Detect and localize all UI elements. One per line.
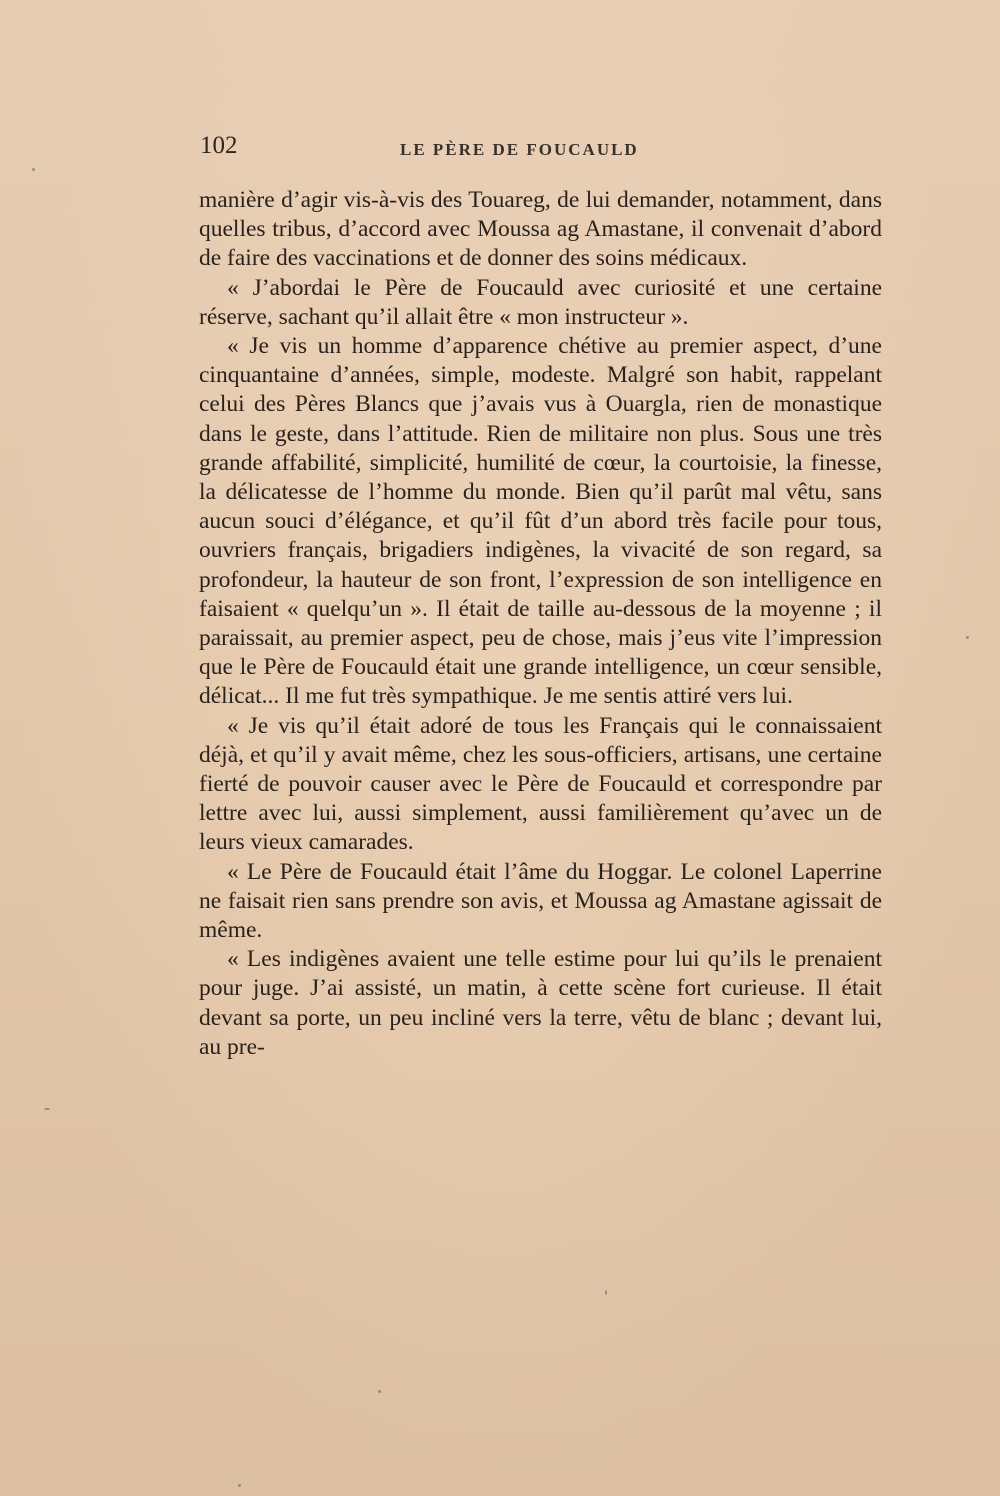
paragraph: « J’abordai le Père de Foucauld avec curiosité et une certaine réserve, sachant qu’il allait être « mon instructeur ». — [199, 274, 882, 330]
body-text — [199, 186, 882, 1062]
paper-speck — [44, 1108, 50, 1110]
paragraph: « Je vis un homme d’apparence chétive au premier aspect, d’une cinquantaine d’années, simple, modeste. Malgré son habit, rappelant celui des Pères Blancs que j’avais vus à Ouargla, rien de monastique dans le geste, dans l’attitude. Rien de militaire non plus. Sous une très grande affabilité, simplicité, humilité de cœur, la courtoisie, la finesse, la délicatesse de l’homme du monde. Bien qu’il parût mal vêtu, sans aucun souci d’élégance, et qu’il fût d’un abord très facile pour tous, ouvriers français, brigadiers indigènes, la vivacité de son regard, sa profondeur, la hauteur de son front, l’expression de son intelligence en faisaient « quelqu’un ». Il était de taille au-dessous de la moyenne ; il paraissait, au premier aspect, peu de chose, mais j’eus vite l’impression que le Père de Foucauld était une grande intelligence, un cœur sensible, délicat... Il me fut très sympathique. Je me sentis attiré vers lui. — [199, 333, 882, 710]
paragraph: manière d’agir vis-à-vis des Touareg, de lui demander, notamment, dans quelles tribus, d’accord avec Moussa ag Amastane, il convenait d’abord de faire des vaccinations et de donner des soins médicaux. — [199, 187, 882, 272]
running-head — [200, 132, 900, 172]
paper-speck — [32, 168, 35, 171]
paragraph: « Les indigènes avaient une telle estime pour lui qu’ils le prenaient pour juge. J’ai assisté, un matin, à cette scène fort curieuse. Il était devant sa porte, un peu incliné vers la terre, vêtu de blanc ; devant lui, au pre- — [199, 946, 882, 1060]
page-number: 102 — [200, 132, 238, 159]
paper-speck — [238, 1484, 241, 1487]
running-title: LE PÈRE DE FOUCAULD — [400, 140, 639, 159]
paragraph: « Je vis qu’il était adoré de tous les Français qui le connaissaient déjà, et qu’il y avait même, chez les sous-officiers, artisans, une certaine fierté de pouvoir causer avec le Père de Foucauld et correspondre par lettre avec lui, aussi simplement, aussi familièrement qu’avec un de leurs vieux camarades. — [199, 712, 882, 856]
paper-speck — [605, 1290, 607, 1295]
paper-speck — [966, 636, 969, 639]
paper-speck — [378, 1390, 381, 1393]
paragraph: « Le Père de Foucauld était l’âme du Hoggar. Le colonel Laperrine ne faisait rien sans prendre son avis, et Moussa ag Amastane agissait de même. — [199, 858, 882, 944]
